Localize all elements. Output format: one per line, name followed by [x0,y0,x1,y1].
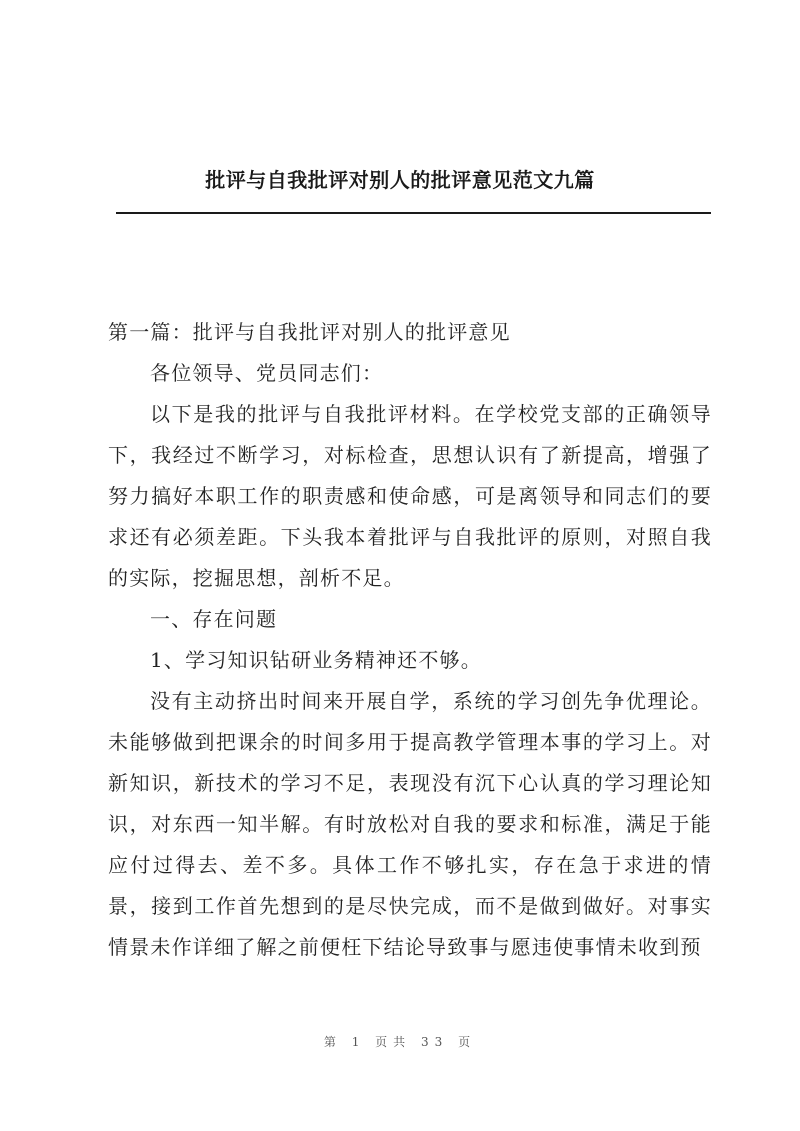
document-body [108,312,712,968]
document-title: 批评与自我批评对别人的批评意见范文九篇 [205,168,595,192]
page-number-footer: 第 1 页共 33 页 [323,1035,477,1049]
section-heading: 第一篇：批评与自我批评对别人的批评意见 [108,320,511,344]
title-underline [116,212,711,214]
item-paragraph: 没有主动挤出时间来开展自学，系统的学习创先争优理论。未能够做到把课余的时间多用于提高教学管理本事的学习上。对新知识，新技术的学习不足，表现没有沉下心认真的学习理论知识，对东西一知半解。有时放松对自我的要求和标准，满足于能应付过得去、差不多。具体工作不够扎实，存在急于求进的情景，接到工作首先想到的是尽快完成，而不是做到做好。对事实情景未作详细了解之前便枉下结论导致事与愿违使事情未收到预 [108,689,712,959]
salutation: 各位领导、党员同志们： [150,361,384,385]
intro-paragraph: 以下是我的批评与自我批评材料。在学校党支部的正确领导下，我经过不断学习，对标检查，思想认识有了新提高，增强了努力搞好本职工作的职责感和使命感，可是离领导和同志们的要求还有必须差距。下头我本着批评与自我批评的原则，对照自我的实际，挖掘思想，剖析不足。 [108,402,712,590]
part-heading: 一、存在问题 [150,607,278,631]
item-heading: 1、学习知识钻研业务精神还不够。 [150,648,482,672]
